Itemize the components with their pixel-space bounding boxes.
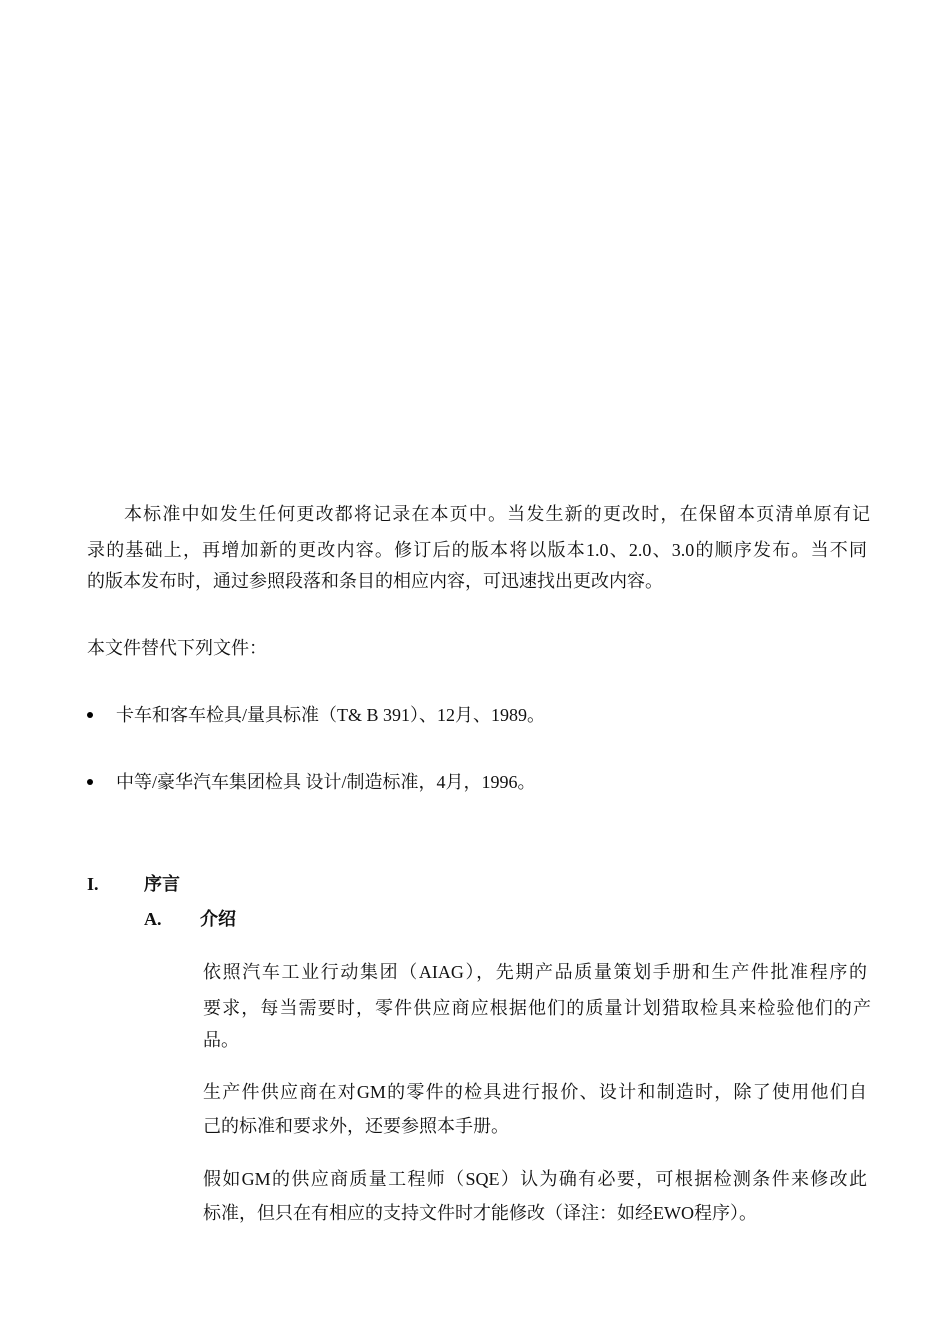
text-line: 生产件供应商在对GM的零件的检具进行报价、设计和制造时，除了使用他们自 bbox=[203, 1082, 867, 1102]
subsection-title: 介绍 bbox=[200, 909, 236, 929]
section-title: 序言 bbox=[144, 874, 180, 894]
text-line: 的版本发布时，通过参照段落和条目的相应内容，可迅速找出更改内容。 bbox=[87, 571, 663, 591]
text-line: 本标准中如发生任何更改都将记录在本页中。当发生新的更改时，在保留本页清单原有记 bbox=[124, 504, 870, 524]
section-number: I. bbox=[87, 874, 99, 894]
list-item: 中等/豪华汽车集团检具 设计/制造标准，4月，1996。 bbox=[116, 772, 536, 792]
text-line: 假如GM的供应商质量工程师（SQE）认为确有必要，可根据检测条件来修改此 bbox=[203, 1169, 867, 1189]
list-item: 卡车和客车检具/量具标准（T& B 391）、12月、1989。 bbox=[116, 705, 546, 725]
bullet-icon bbox=[87, 779, 93, 785]
bullet-icon bbox=[87, 712, 93, 718]
text-line: 品。 bbox=[203, 1030, 239, 1050]
subsection-number: A. bbox=[144, 909, 162, 929]
text-line: 录的基础上，再增加新的更改内容。修订后的版本将以版本1.0、2.0、3.0的顺序发布。当不同 bbox=[87, 540, 867, 560]
text-line: 己的标准和要求外，还要参照本手册。 bbox=[203, 1116, 509, 1136]
text-line: 依照汽车工业行动集团（AIAG），先期产品质量策划手册和生产件批准程序的 bbox=[203, 962, 867, 982]
text-line: 要求，每当需要时，零件供应商应根据他们的质量计划猎取检具来检验他们的产 bbox=[203, 998, 871, 1018]
supersedes-label: 本文件替代下列文件： bbox=[87, 638, 267, 658]
text-line: 标准，但只在有相应的支持文件时才能修改（译注：如经EWO程序）。 bbox=[203, 1203, 757, 1223]
